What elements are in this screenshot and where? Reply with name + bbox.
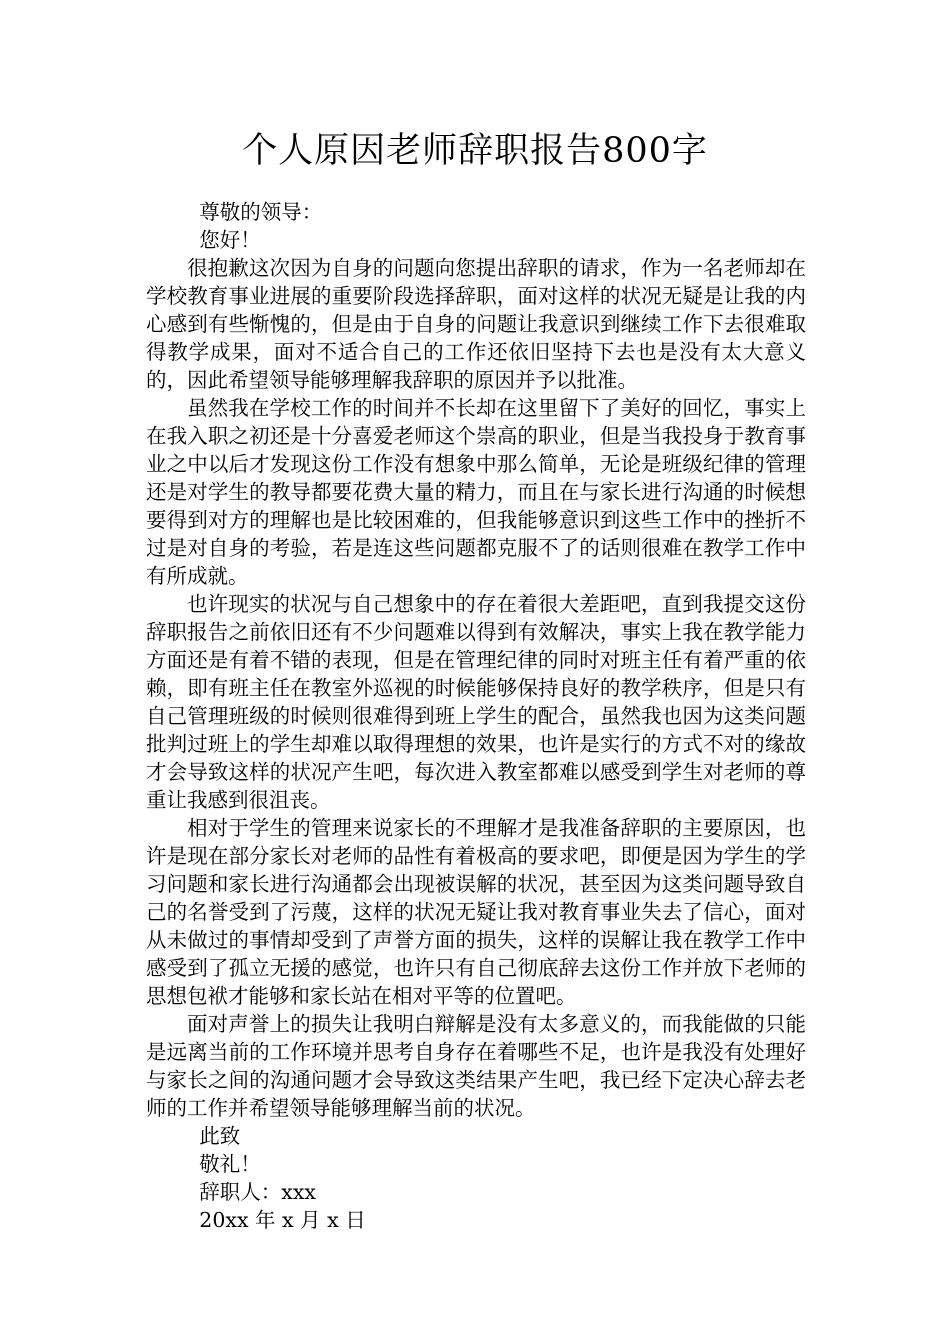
greeting: 您好！ xyxy=(199,228,261,252)
paragraph: 面对声誉上的损失让我明白辩解是没有太多意义的，而我能做的只能是远离当前的工作环境并思考自身存在着哪些不足，也许是我没有处理好与家长之间的沟通问题才会导致这类结果产生吧，我已经下定决心辞去老师的工作并希望领导能够理解当前的状况。 xyxy=(146,1012,806,1120)
letter-body xyxy=(146,198,806,1234)
salutation: 尊敬的领导： xyxy=(199,200,323,224)
paragraph: 虽然我在学校工作的时间并不长却在这里留下了美好的回忆，事实上在我入职之初还是十分喜爱老师这个崇高的职业，但是当我投身于教育事业之中以后才发现这份工作没有想象中那么简单，无论是班级纪律的管理还是对学生的教导都要花费大量的精力，而且在与家长进行沟通的时候想要得到对方的理解也是比较困难的，但我能够意识到这些工作中的挫折不过是对自身的考验，若是连这些问题都克服不了的话则很难在教学工作中有所成就。 xyxy=(146,396,806,588)
paragraph: 很抱歉这次因为自身的问题向您提出辞职的请求，作为一名老师却在学校教育事业进展的重要阶段选择辞职，面对这样的状况无疑是让我的内心感到有些惭愧的，但是由于自身的问题让我意识到继续工作下去很难取得教学成果，面对不适合自己的工作还依旧坚持下去也是没有太大意义的，因此希望领导能够理解我辞职的原因并予以批准。 xyxy=(146,256,806,392)
signature: 辞职人：xxx xyxy=(199,1180,316,1204)
paragraph: 相对于学生的管理来说家长的不理解才是我准备辞职的主要原因，也许是现在部分家长对老师的品性有着极高的要求吧，即便是因为学生的学习问题和家长进行沟通都会出现被误解的状况，甚至因为这类问题导致自己的名誉受到了污蔑，这样的状况无疑让我对教育事业失去了信心，面对从未做过的事情却受到了声誉方面的损失，这样的误解让我在教学工作中感受到了孤立无援的感觉，也许只有自己彻底辞去这份工作并放下老师的思想包袱才能够和家长站在相对平等的位置吧。 xyxy=(146,816,806,1008)
closing-line: 此致 xyxy=(199,1124,241,1148)
paragraph: 也许现实的状况与自己想象中的存在着很大差距吧，直到我提交这份辞职报告之前依旧还有不少问题难以得到有效解决，事实上我在教学能力方面还是有着不错的表现，但是在管理纪律的同时对班主任有着严重的依赖，即有班主任在教室外巡视的时候能够保持良好的教学秩序，但是只有自己管理班级的时候则很难得到班上学生的配合，虽然我也因为这类问题批判过班上的学生却难以取得理想的效果，也许是实行的方式不对的缘故才会导致这样的状况产生吧，每次进入教室都难以感受到学生对老师的尊重让我感到很沮丧。 xyxy=(146,592,806,812)
document-title: 个人原因老师辞职报告800字 xyxy=(242,131,708,171)
date: 20xx 年 x 月 x 日 xyxy=(199,1208,366,1232)
closing-salute: 敬礼！ xyxy=(199,1152,261,1176)
